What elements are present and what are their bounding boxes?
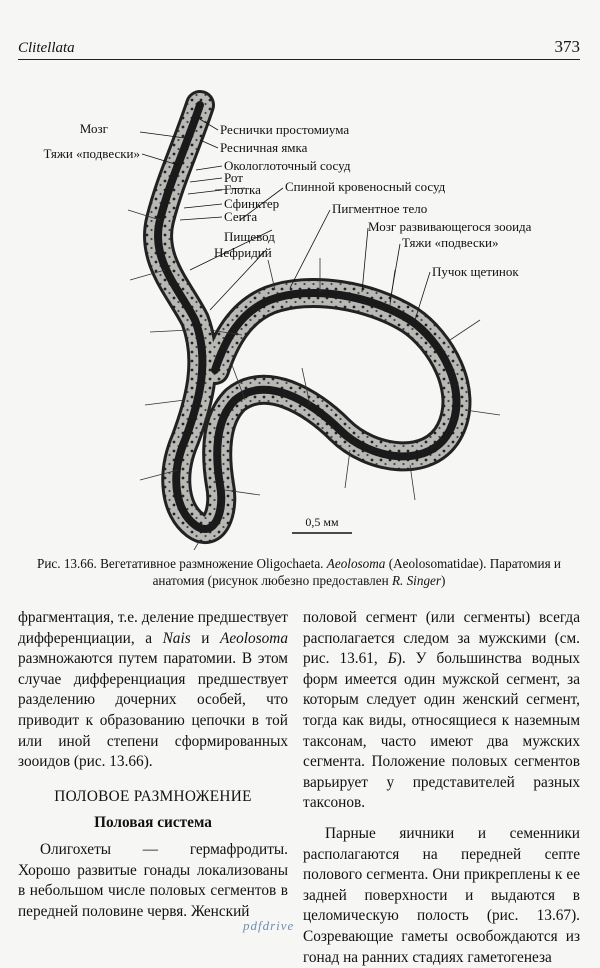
figure-aeolosoma xyxy=(10,70,590,550)
caption-lead: Рис. 13.66. Вегетативное размножение Oligochaeta. xyxy=(36,556,327,571)
text-run: ). У большинства водных форм имеется один мужской сегмент, за которым следует один женский сегмент, тогда как виды, относящиеся к наземным таксонам, часто имеют два мужских сегмента. Положение половых сегментов варьирует у представителей разных таксонов. xyxy=(303,650,580,812)
subsection-title: Половая система xyxy=(94,814,212,832)
label-strands-left: Тяжи «подвески» xyxy=(43,146,140,161)
right-paragraph-2: Парные яичники и семенники располагаются на передней септе полового сегмента. Они прикреплены к ее задней поверхности и выдаются в целомическую полость (рис. 13.67). Созревающие гаметы освобождаются из гонад на ранних стадиях гаметогенеза xyxy=(303,824,580,966)
label-esophagus: Пищевод xyxy=(224,229,275,244)
label-chaetae-bundle: Пучок щетинок xyxy=(432,264,519,279)
left-column xyxy=(18,608,288,922)
worm-illustration xyxy=(10,70,590,550)
label-strands-right: Тяжи «подвески» xyxy=(402,235,499,250)
paragraph-gap xyxy=(303,814,580,824)
label-septum: Септа xyxy=(224,209,258,224)
label-nephridium: Нефридий xyxy=(214,245,272,260)
text-run: и xyxy=(190,629,221,647)
label-circumpharyngeal-vessel: Окологлоточный сосуд xyxy=(224,158,351,173)
figure-panel-ref: Б xyxy=(387,650,397,668)
figure-caption xyxy=(18,555,580,589)
label-brain-of-zooid: Мозг развивающегося зооида xyxy=(368,219,532,234)
caption-genus: Aeolosoma xyxy=(326,556,386,571)
genus-nais: Nais xyxy=(162,629,191,647)
label-sphincter: Сфинктер xyxy=(224,196,280,211)
scale-bar-label: 0,5 мм xyxy=(305,515,339,529)
label-pharynx: Глотка xyxy=(224,182,261,197)
left-paragraph-2: Олигохеты — гермафродиты. Хорошо развитые гонады локализованы в небольшом числе половых сегментов в передней половине червя. Женский xyxy=(18,840,288,920)
text-run: половой сегмент (или сегменты) всегда располагается следом за мужскими (см. рис. 13.61, xyxy=(303,609,580,668)
running-title: Clitellata xyxy=(18,40,75,56)
page-number: 373 xyxy=(554,37,580,56)
label-cilia-prostomium: Реснички простомиума xyxy=(220,122,350,137)
label-ciliated-pit: Ресничная ямка xyxy=(220,140,308,155)
text-run: размножаются путем паратомии. В этом случае дифференциация предшествует разделению дочерних особей, что приводит к образованию цепочки в той или иной степени сформированных зооидов (рис. 13.66). xyxy=(18,650,288,771)
header-rule xyxy=(18,59,580,60)
left-paragraph-1 xyxy=(18,608,288,773)
right-paragraph-1 xyxy=(303,608,580,814)
label-mouth: Рот xyxy=(224,170,243,185)
caption-middle: (Aeolosomatidae). Паратомия и анатомия (рисунок любезно предоставлен xyxy=(152,556,561,588)
genus-aeolosoma: Aeolosoma xyxy=(220,629,288,647)
text-run: фрагментация, т.е. деление предшествует дифференциации, а xyxy=(18,609,288,647)
running-header xyxy=(18,37,580,59)
right-column xyxy=(303,608,580,968)
label-brain: Мозг xyxy=(79,121,108,136)
label-dorsal-vessel: Спинной кровеносный сосуд xyxy=(285,179,446,194)
watermark-text: pdfdrive xyxy=(243,918,295,933)
caption-author: R. Singer xyxy=(391,573,442,588)
caption-end: ) xyxy=(441,573,446,588)
label-pigment-body: Пигментное тело xyxy=(332,201,428,216)
section-title: ПОЛОВОЕ РАЗМНОЖЕНИЕ xyxy=(54,787,252,805)
